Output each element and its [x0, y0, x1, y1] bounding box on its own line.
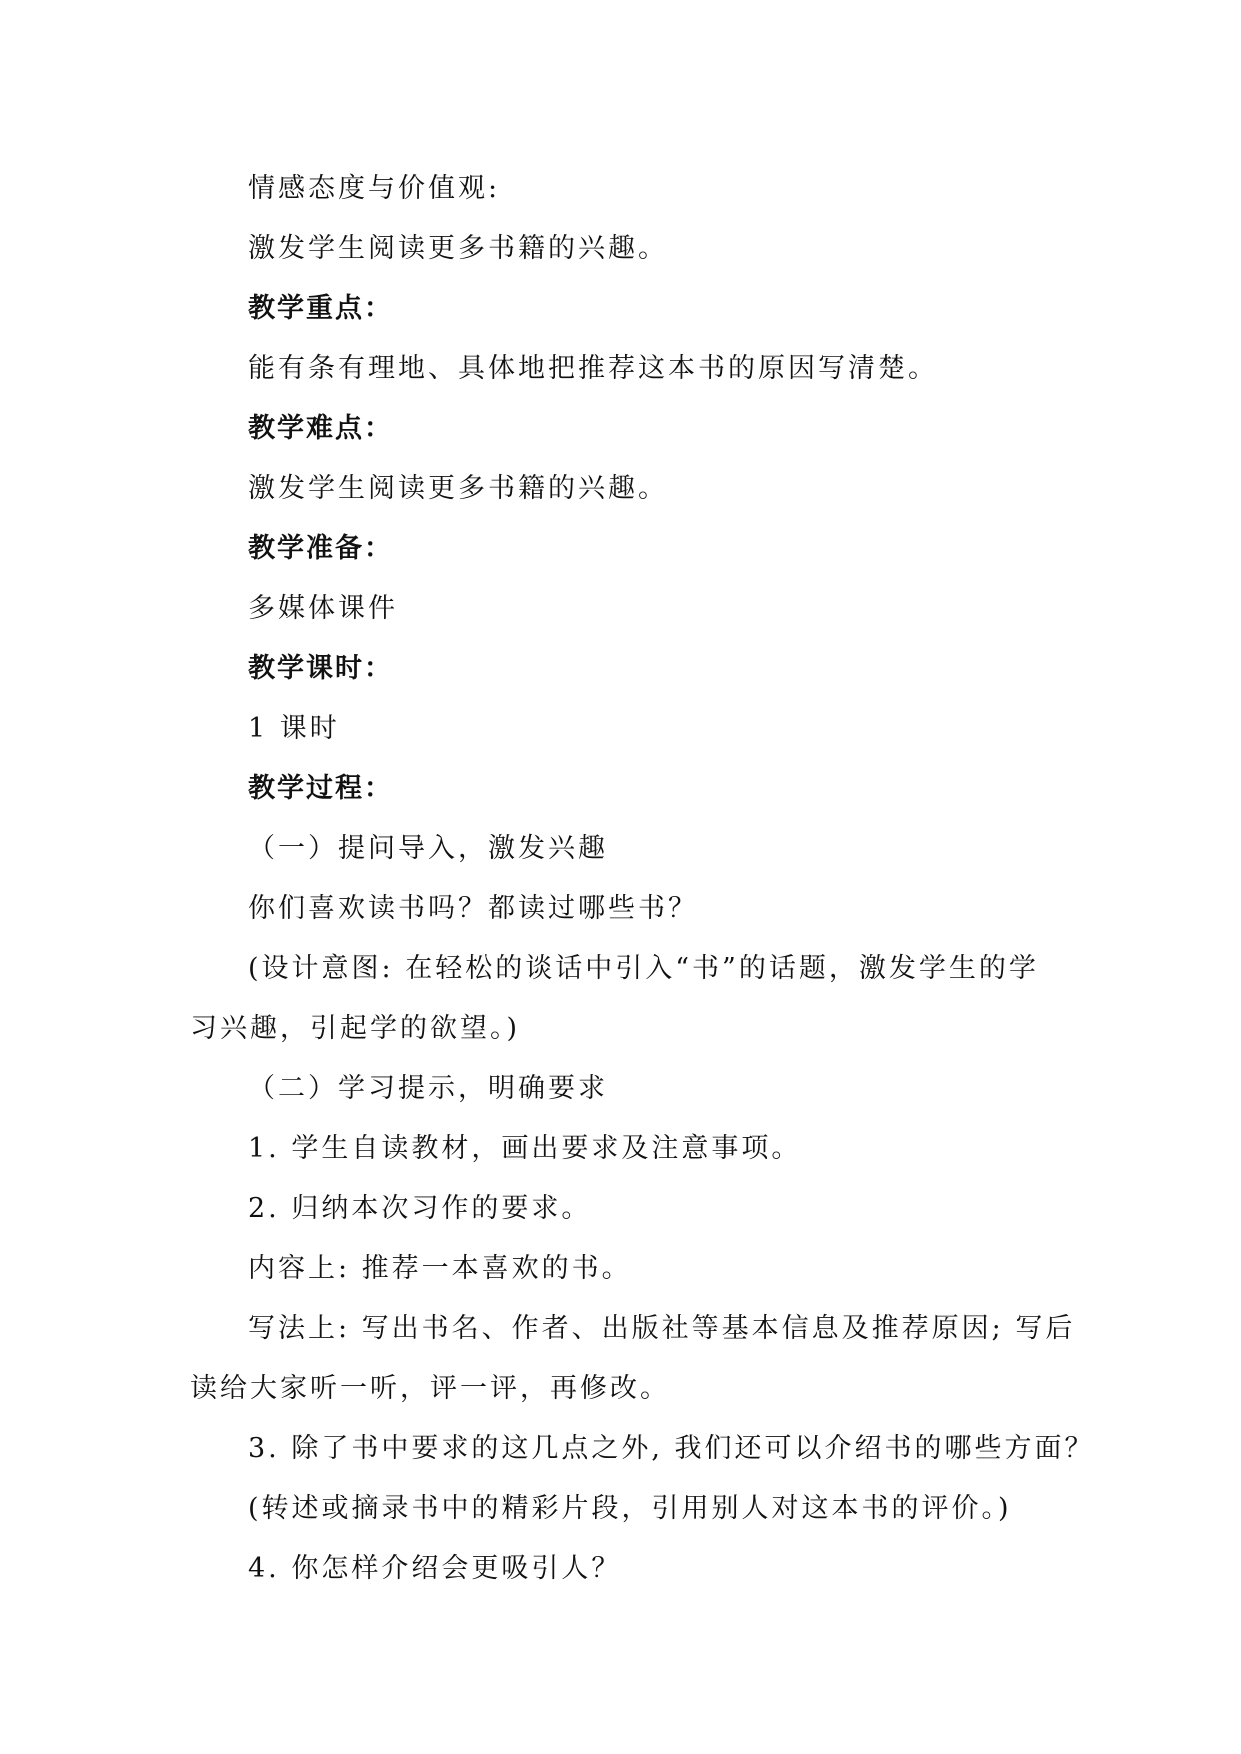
- paragraph-line: 激发学生阅读更多书籍的兴趣。: [248, 473, 668, 504]
- subsection-heading: （一）提问导入，激发兴趣: [248, 833, 608, 864]
- heading-class-hours: 教学课时：: [248, 653, 393, 684]
- list-item: 3. 除了书中要求的这几点之外, 我们还可以介绍书的哪些方面？: [248, 1433, 1095, 1464]
- list-item: 4. 你怎样介绍会更吸引人？: [248, 1553, 622, 1584]
- paragraph-line: 你们喜欢读书吗？都读过哪些书？: [248, 893, 698, 924]
- heading-teaching-focus: 教学重点：: [248, 293, 393, 324]
- paragraph-line: 激发学生阅读更多书籍的兴趣。: [248, 233, 668, 264]
- paragraph-line: 多媒体课件: [248, 593, 398, 624]
- heading-teaching-difficulty: 教学难点：: [248, 413, 393, 444]
- section-heading-emotion: 情感态度与价值观:: [248, 173, 501, 204]
- paragraph-line: (设计意图: 在轻松的谈话中引入“书”的话题，激发学生的学: [248, 953, 1039, 984]
- paragraph-line: 能有条有理地、具体地把推荐这本书的原因写清楚。: [248, 353, 938, 384]
- paragraph-line: 1 课时: [248, 713, 340, 744]
- heading-teaching-process: 教学过程：: [248, 773, 393, 804]
- paragraph-line: 写法上: 写出书名、作者、出版社等基本信息及推荐原因; 写后: [248, 1313, 1076, 1344]
- list-item: 2. 归纳本次习作的要求。: [248, 1193, 592, 1224]
- paragraph-line: 习兴趣，引起学的欲望。): [190, 1013, 521, 1044]
- paragraph-line: 内容上: 推荐一本喜欢的书。: [248, 1253, 632, 1284]
- heading-teaching-preparation: 教学准备：: [248, 533, 393, 564]
- list-item: 1. 学生自读教材，画出要求及注意事项。: [248, 1133, 802, 1164]
- subsection-heading: （二）学习提示，明确要求: [248, 1073, 608, 1104]
- paragraph-line: (转述或摘录书中的精彩片段，引用别人对这本书的评价。): [248, 1493, 1012, 1524]
- paragraph-line: 读给大家听一听，评一评，再修改。: [190, 1373, 670, 1404]
